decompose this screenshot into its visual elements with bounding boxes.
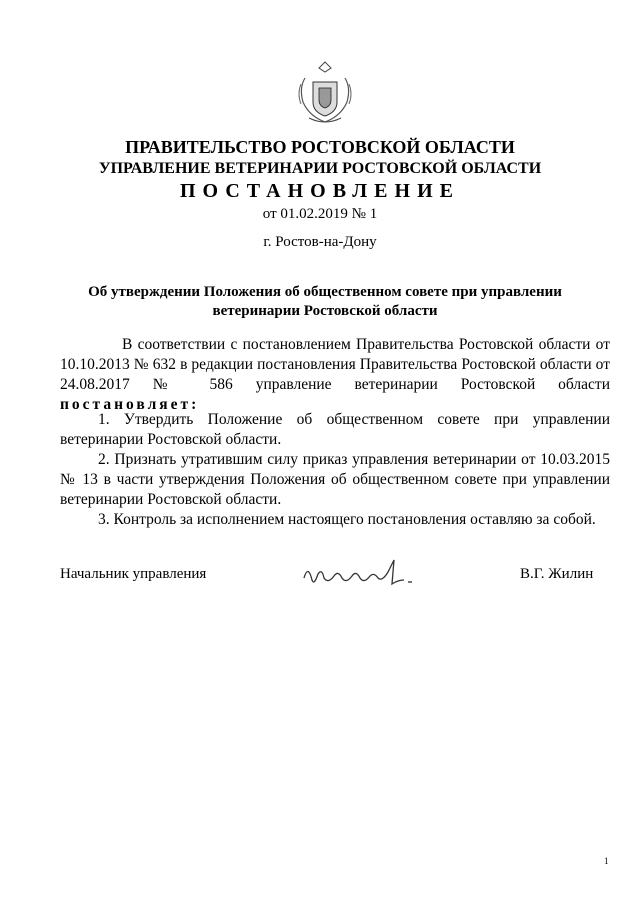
- list-item: 3. Контроль за исполнением настоящего постановления оставляю за собой.: [98, 511, 596, 528]
- coat-of-arms-icon: [295, 58, 355, 128]
- list-item: 1. Утвердить Положение об общественном совете при управлении ветеринарии Ростовской области.: [60, 411, 610, 448]
- list-item: 2. Признать утратившим силу приказ управления ветеринарии от 10.03.2015 № 13 в части утверждения Положения об общественном совете при управлении ветеринарии Ростовской области.: [60, 451, 610, 508]
- decree-items: [60, 410, 610, 530]
- preamble-text: В соответствии с постановлением Правительства Ростовской области от 10.10.2013 № 632 в редакции постановления Правительства Ростовской области от 24.08.2017 № 586 управление ветеринарии Ростовской области: [60, 336, 610, 393]
- handwritten-signature: [298, 556, 428, 590]
- signatory-name: В.Г. Жилин: [520, 566, 594, 582]
- document-subject: Об утверждении Положения об общественном совете при управлении ветеринарии Ростовской области: [88, 284, 562, 319]
- document-city: г. Ростов-на-Дону: [263, 234, 377, 250]
- department-title: УПРАВЛЕНИЕ ВЕТЕРИНАРИИ РОСТОВСКОЙ ОБЛАСТИ: [98, 160, 542, 177]
- document-date: от 01.02.2019 № 1: [262, 206, 378, 222]
- page-number: 1: [604, 856, 609, 866]
- preamble: [60, 335, 610, 415]
- government-title: ПРАВИТЕЛЬСТВО РОСТОВСКОЙ ОБЛАСТИ: [125, 137, 515, 157]
- document-type: ПОСТАНОВЛЕНИЕ: [180, 180, 460, 202]
- decree-word: постановляет:: [60, 396, 200, 413]
- signatory-role: Начальник управления: [60, 566, 207, 582]
